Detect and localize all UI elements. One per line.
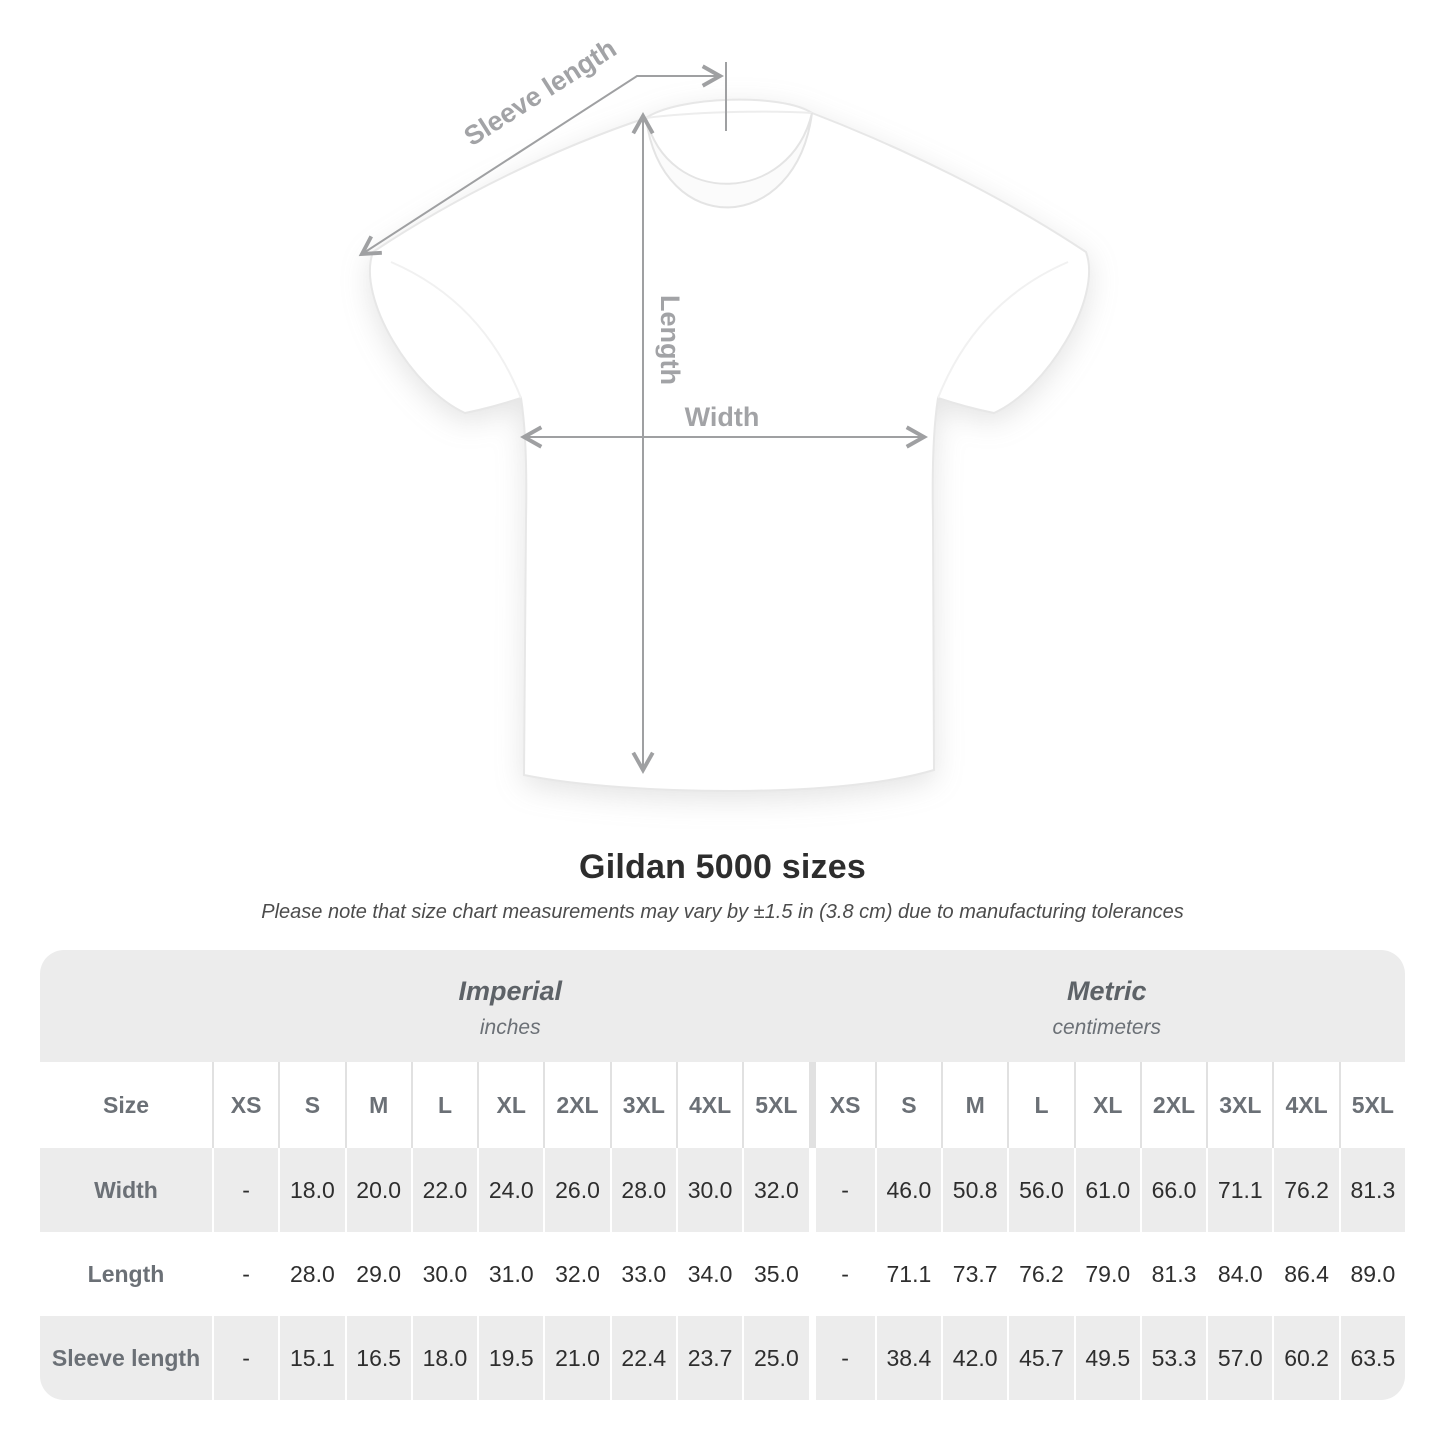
value-cell: 71.1 — [1206, 1148, 1272, 1232]
value-cell: 28.0 — [610, 1148, 676, 1232]
value-cell: - — [809, 1316, 875, 1400]
width-label: Width — [684, 402, 760, 432]
value-cell: 56.0 — [1007, 1148, 1073, 1232]
value-cell: 53.3 — [1140, 1316, 1206, 1400]
value-cell: - — [212, 1316, 278, 1400]
value-cell: 81.3 — [1140, 1232, 1206, 1316]
value-cell: 30.0 — [676, 1148, 742, 1232]
value-cell: 46.0 — [875, 1148, 941, 1232]
value-cell: 22.0 — [411, 1148, 477, 1232]
length-label: Length — [655, 295, 685, 385]
value-cell: 50.8 — [941, 1148, 1007, 1232]
value-cell: 42.0 — [941, 1316, 1007, 1400]
row-label: Width — [94, 1176, 158, 1203]
value-cell: 18.0 — [278, 1148, 344, 1232]
caption-block — [0, 848, 1445, 924]
imperial-unit: inches — [479, 1016, 541, 1039]
metric-title: Metric — [1066, 976, 1147, 1006]
value-cell: 89.0 — [1339, 1232, 1405, 1316]
imperial-section-header — [212, 950, 809, 1062]
value-cell: - — [212, 1232, 278, 1316]
metric-unit: centimeters — [1052, 1016, 1162, 1039]
imperial-title: Imperial — [458, 976, 563, 1006]
value-cell: 38.4 — [875, 1316, 941, 1400]
value-cell: 18.0 — [411, 1316, 477, 1400]
value-cell: 57.0 — [1206, 1316, 1272, 1400]
value-cell: 15.1 — [278, 1316, 344, 1400]
value-cell: 22.4 — [610, 1316, 676, 1400]
value-cell: 20.0 — [345, 1148, 411, 1232]
value-cell: 66.0 — [1140, 1148, 1206, 1232]
size-header-metric-l: L — [1007, 1062, 1073, 1148]
row-label: Length — [87, 1260, 165, 1287]
size-header-metric-xs: XS — [809, 1062, 875, 1148]
value-cell: 79.0 — [1074, 1232, 1140, 1316]
table-row-length — [40, 1232, 1405, 1316]
value-cell: - — [809, 1232, 875, 1316]
size-column-header: Size — [102, 1091, 150, 1118]
size-header-imperial-2xl: 2XL — [543, 1062, 609, 1148]
band-spacer — [40, 950, 212, 1062]
value-cell: 73.7 — [941, 1232, 1007, 1316]
value-cell: 61.0 — [1074, 1148, 1140, 1232]
size-header-imperial-3xl: 3XL — [610, 1062, 676, 1148]
sleeve-length-label: Sleeve length — [458, 32, 622, 152]
value-cell: 23.7 — [676, 1316, 742, 1400]
value-cell: 21.0 — [543, 1316, 609, 1400]
size-header-metric-xl: XL — [1074, 1062, 1140, 1148]
value-cell: 60.2 — [1272, 1316, 1338, 1400]
size-header-row — [40, 1062, 1405, 1148]
value-cell: 31.0 — [477, 1232, 543, 1316]
size-header-imperial-5xl: 5XL — [742, 1062, 808, 1148]
value-cell: 34.0 — [676, 1232, 742, 1316]
size-header-imperial-l: L — [411, 1062, 477, 1148]
size-header-metric-4xl: 4XL — [1272, 1062, 1338, 1148]
value-cell: 16.5 — [345, 1316, 411, 1400]
value-cell: 26.0 — [543, 1148, 609, 1232]
value-cell: 33.0 — [610, 1232, 676, 1316]
value-cell: 32.0 — [742, 1148, 808, 1232]
value-cell: 76.2 — [1007, 1232, 1073, 1316]
value-cell: - — [212, 1148, 278, 1232]
table-row-width — [40, 1148, 1405, 1232]
value-cell: - — [809, 1148, 875, 1232]
value-cell: 25.0 — [742, 1316, 808, 1400]
size-header-imperial-xs: XS — [212, 1062, 278, 1148]
tolerance-note: Please note that size chart measurements may vary by ±1.5 in (3.8 cm) due to manufacturing tolerances — [261, 901, 1184, 923]
table-row-sleeve-length — [40, 1316, 1405, 1400]
value-cell: 28.0 — [278, 1232, 344, 1316]
size-header-metric-3xl: 3XL — [1206, 1062, 1272, 1148]
value-cell: 76.2 — [1272, 1148, 1338, 1232]
value-cell: 35.0 — [742, 1232, 808, 1316]
metric-section-header — [809, 950, 1406, 1062]
value-cell: 63.5 — [1339, 1316, 1405, 1400]
value-cell: 81.3 — [1339, 1148, 1405, 1232]
value-cell: 49.5 — [1074, 1316, 1140, 1400]
size-header-imperial-xl: XL — [477, 1062, 543, 1148]
size-table — [40, 950, 1405, 1400]
value-cell: 29.0 — [345, 1232, 411, 1316]
value-cell: 86.4 — [1272, 1232, 1338, 1316]
value-cell: 71.1 — [875, 1232, 941, 1316]
size-header-imperial-4xl: 4XL — [676, 1062, 742, 1148]
size-header-imperial-s: S — [278, 1062, 344, 1148]
value-cell: 30.0 — [411, 1232, 477, 1316]
size-header-metric-s: S — [875, 1062, 941, 1148]
value-cell: 19.5 — [477, 1316, 543, 1400]
size-header-imperial-m: M — [345, 1062, 411, 1148]
page-title: Gildan 5000 sizes — [579, 848, 866, 886]
value-cell: 45.7 — [1007, 1316, 1073, 1400]
value-cell: 32.0 — [543, 1232, 609, 1316]
size-header-metric-2xl: 2XL — [1140, 1062, 1206, 1148]
tshirt-illustration — [370, 100, 1089, 791]
value-cell: 84.0 — [1206, 1232, 1272, 1316]
size-header-metric-5xl: 5XL — [1339, 1062, 1405, 1148]
size-header-metric-m: M — [941, 1062, 1007, 1148]
value-cell: 24.0 — [477, 1148, 543, 1232]
table-header-band — [40, 950, 1405, 1062]
row-label: Sleeve length — [51, 1344, 201, 1371]
